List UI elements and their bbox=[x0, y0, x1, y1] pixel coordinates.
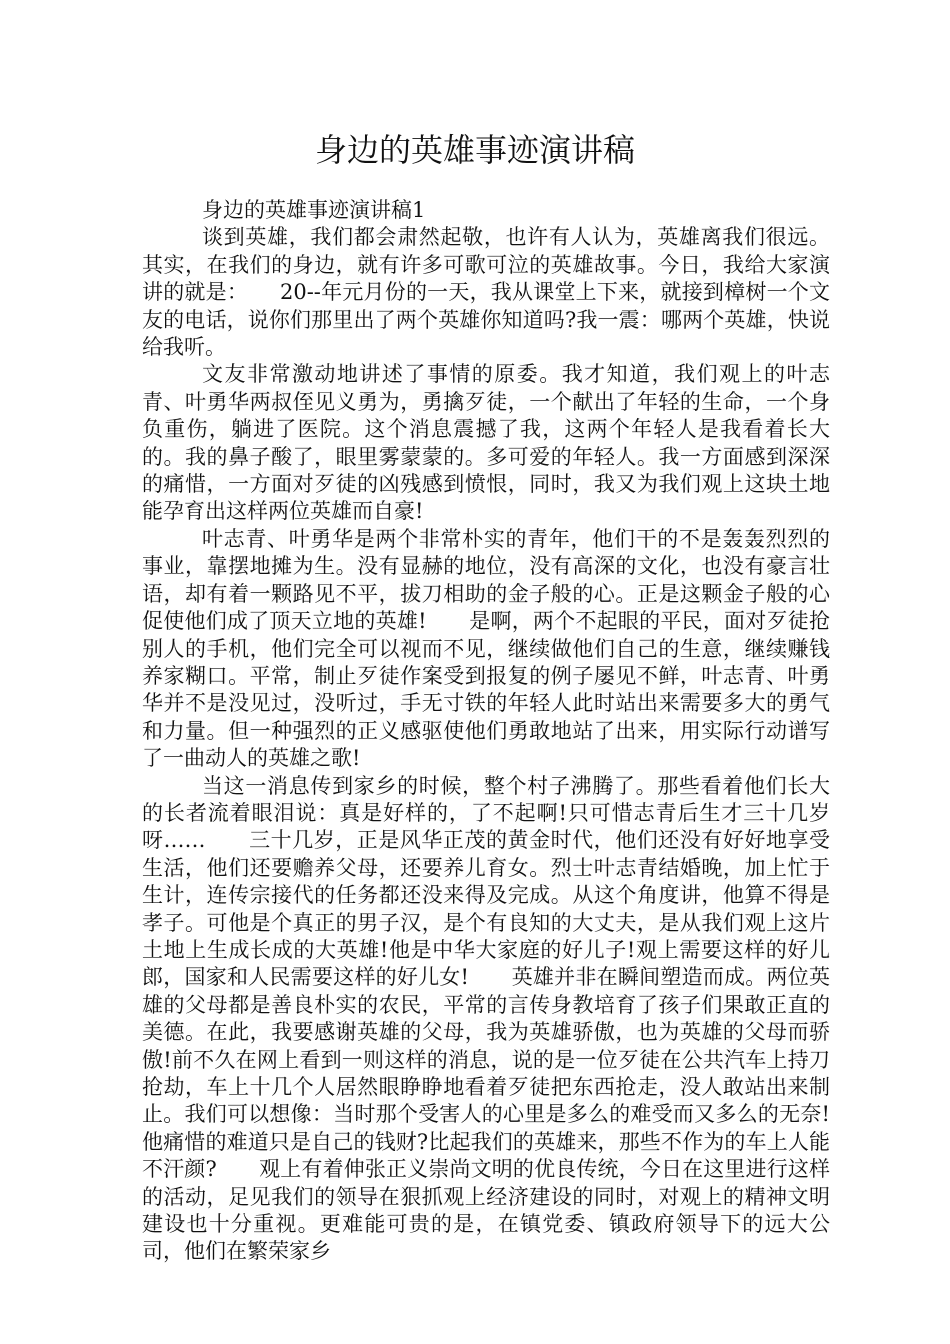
paragraph: 文友非常激动地讲述了事情的原委。我才知道，我们观上的叶志青、叶勇华两叔侄见义勇为，勇擒歹徒，一个献出了年轻的生命，一个身负重伤，躺进了医院。这个消息震撼了我，这两个年轻人是我看着长大的。我的鼻子酸了，眼里雾蒙蒙的。多可爱的年轻人。我一方面感到深深的痛惜，一方面对歹徒的凶残感到愤恨，同时，我又为我们观上这块土地能孕育出这样两位英雄而自豪! bbox=[142, 362, 830, 524]
document-body bbox=[142, 197, 830, 1266]
document-title: 身边的英雄事迹演讲稿 bbox=[314, 131, 635, 169]
paragraph: 当这一消息传到家乡的时候，整个村子沸腾了。那些看着他们长大的长者流着眼泪说：真是好样的，了不起啊!只可惜志青后生才三十几岁呀…… 三十几岁，正是风华正茂的黄金时代，他们还没有好好地享受生活，他们还要赡养父母，还要养儿育女。烈士叶志青结婚晚，加上忙于生计，连传宗接代的任务都还没来得及完成。从这个角度讲，他算不得是孝子。可他是个真正的男子汉，是个有良知的大丈夫，是从我们观上这片土地上生成长成的大英雄!他是中华大家庭的好儿子!观上需要这样的好儿郎，国家和人民需要这样的好儿女! 英雄并非在瞬间塑造而成。两位英雄的父母都是善良朴实的农民，平常的言传身教培育了孩子们果敢正直的美德。在此，我要感谢英雄的父母，我为英雄骄傲，也为英雄的父母而骄傲!前不久在网上看到一则这样的消息，说的是一位歹徒在公共汽车上持刀抢劫，车上十几个人居然眼睁睁地看着歹徒把东西抢走，没人敢站出来制止。我们可以想像：当时那个受害人的心里是多么的难受而又多么的无奈!他痛惜的难道只是自己的钱财?比起我们的英雄来，那些不作为的车上人能不汗颜? 观上有着伸张正义崇尚文明的优良传统，今日在这里进行这样的活动，足见我们的领导在狠抓观上经济建设的同时，对观上的精神文明建设也十分重视。更难能可贵的是，在镇党委、镇政府领导下的远大公司，他们在繁荣家乡 bbox=[142, 773, 830, 1264]
paragraph: 谈到英雄，我们都会肃然起敬，也许有人认为，英雄离我们很远。其实，在我们的身边，就有许多可歌可泣的英雄故事。今日，我给大家演讲的就是： 20--年元月份的一天，我从课堂上下来，就接到樟树一个文友的电话，说你们那里出了两个英雄你知道吗?我一震：哪两个英雄，快说给我听。 bbox=[142, 225, 830, 360]
paragraph-subtitle: 身边的英雄事迹演讲稿1 bbox=[202, 198, 426, 222]
paragraph: 叶志青、叶勇华是两个非常朴实的青年，他们干的不是轰轰烈烈的事业，靠摆地摊为生。没有显赫的地位，没有高深的文化，也没有豪言壮语，却有着一颗路见不平，拔刀相助的金子般的心。正是这颗金子般的心促使他们成了顶天立地的英雄! 是啊，两个不起眼的平民，面对歹徒抢别人的手机，他们完全可以视而不见，继续做他们自己的生意，继续赚钱养家糊口。平常，制止歹徒作案受到报复的例子屡见不鲜，叶志青、叶勇华并不是没见过，没听过，手无寸铁的年轻人此时站出来需要多大的勇气和力量。但一种强烈的正义感驱使他们勇敢地站了出来，用实际行动谱写了一曲动人的英雄之歌! bbox=[142, 526, 830, 771]
